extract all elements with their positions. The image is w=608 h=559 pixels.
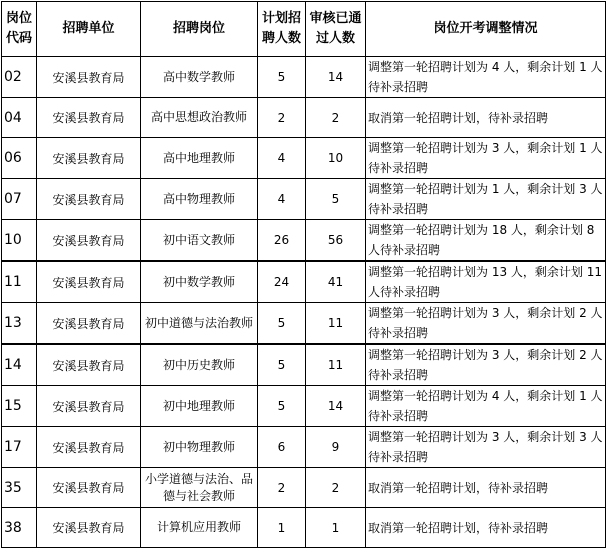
cell-post: 初中物理教师: [141, 427, 258, 468]
cell-post: 高中思想政治教师: [141, 98, 258, 138]
table-header-row: [2, 2, 606, 57]
cell-post: 高中地理教师: [141, 138, 258, 179]
cell-passed: 2: [306, 98, 366, 138]
cell-adjust: 取消第一轮招聘计划，待补录招聘: [366, 468, 606, 508]
cell-code: 35: [2, 468, 37, 508]
cell-unit: 安溪县教育局: [37, 220, 141, 262]
table-row: [2, 179, 606, 220]
cell-unit: 安溪县教育局: [37, 344, 141, 386]
table-row: [2, 427, 606, 468]
cell-unit: 安溪县教育局: [37, 98, 141, 138]
header-adjust: 岗位开考调整情况: [366, 2, 606, 57]
cell-adjust: 调整第一轮招聘计划为 4 人，剩余计划 1 人待补录招聘: [366, 57, 606, 98]
cell-passed: 1: [306, 508, 366, 548]
header-passed: 审核已通过人数: [306, 2, 366, 57]
cell-unit: 安溪县教育局: [37, 138, 141, 179]
cell-plan: 4: [258, 179, 306, 220]
table-row: [2, 57, 606, 98]
cell-unit: 安溪县教育局: [37, 427, 141, 468]
cell-code: 13: [2, 303, 37, 345]
cell-code: 10: [2, 220, 37, 262]
cell-post: 高中物理教师: [141, 179, 258, 220]
cell-post: 初中地理教师: [141, 386, 258, 427]
cell-adjust: 调整第一轮招聘计划为 3 人，剩余计划 1 人待补录招聘: [366, 138, 606, 179]
cell-adjust: 取消第一轮招聘计划，待补录招聘: [366, 508, 606, 548]
cell-passed: 11: [306, 303, 366, 345]
cell-passed: 14: [306, 57, 366, 98]
table-row: [2, 508, 606, 548]
cell-code: 14: [2, 344, 37, 386]
cell-unit: 安溪县教育局: [37, 468, 141, 508]
cell-passed: 11: [306, 344, 366, 386]
cell-plan: 5: [258, 303, 306, 345]
cell-plan: 1: [258, 508, 306, 548]
cell-adjust: 调整第一轮招聘计划为 13 人，剩余计划 11 人待补录招聘: [366, 261, 606, 303]
cell-adjust: 调整第一轮招聘计划为 1 人，剩余计划 3 人待补录招聘: [366, 179, 606, 220]
header-code: 岗位代码: [2, 2, 37, 57]
table-row: [2, 261, 606, 303]
table-row: [2, 344, 606, 386]
cell-plan: 4: [258, 138, 306, 179]
cell-unit: 安溪县教育局: [37, 508, 141, 548]
cell-unit: 安溪县教育局: [37, 261, 141, 303]
cell-post: 初中数学教师: [141, 261, 258, 303]
cell-code: 02: [2, 57, 37, 98]
cell-unit: 安溪县教育局: [37, 57, 141, 98]
cell-post: 计算机应用教师: [141, 508, 258, 548]
cell-plan: 24: [258, 261, 306, 303]
cell-post: 高中数学教师: [141, 57, 258, 98]
cell-plan: 2: [258, 468, 306, 508]
table-row: [2, 220, 606, 262]
recruitment-adjustment-table: [1, 1, 606, 548]
cell-adjust: 取消第一轮招聘计划，待补录招聘: [366, 98, 606, 138]
cell-code: 15: [2, 386, 37, 427]
table-row: [2, 138, 606, 179]
cell-code: 06: [2, 138, 37, 179]
cell-plan: 5: [258, 386, 306, 427]
cell-passed: 14: [306, 386, 366, 427]
cell-adjust: 调整第一轮招聘计划为 3 人，剩余计划 2 人待补录招聘: [366, 344, 606, 386]
cell-passed: 41: [306, 261, 366, 303]
cell-adjust: 调整第一轮招聘计划为 18 人，剩余计划 8 人待补录招聘: [366, 220, 606, 262]
cell-code: 17: [2, 427, 37, 468]
cell-code: 07: [2, 179, 37, 220]
cell-passed: 2: [306, 468, 366, 508]
cell-plan: 6: [258, 427, 306, 468]
cell-passed: 10: [306, 138, 366, 179]
cell-adjust: 调整第一轮招聘计划为 3 人，剩余计划 2 人待补录招聘: [366, 303, 606, 345]
cell-code: 38: [2, 508, 37, 548]
cell-post: 初中语文教师: [141, 220, 258, 262]
cell-adjust: 调整第一轮招聘计划为 3 人，剩余计划 3 人待补录招聘: [366, 427, 606, 468]
cell-post: 初中历史教师: [141, 344, 258, 386]
table-row: [2, 303, 606, 345]
cell-plan: 5: [258, 344, 306, 386]
cell-plan: 5: [258, 57, 306, 98]
header-plan: 计划招聘人数: [258, 2, 306, 57]
cell-passed: 56: [306, 220, 366, 262]
cell-passed: 5: [306, 179, 366, 220]
cell-code: 11: [2, 261, 37, 303]
cell-unit: 安溪县教育局: [37, 386, 141, 427]
cell-plan: 26: [258, 220, 306, 262]
table-row: [2, 468, 606, 508]
cell-plan: 2: [258, 98, 306, 138]
cell-adjust: 调整第一轮招聘计划为 4 人，剩余计划 1 人待补录招聘: [366, 386, 606, 427]
cell-post: 小学道德与法治、品德与社会教师: [141, 468, 258, 508]
header-post: 招聘岗位: [141, 2, 258, 57]
cell-post: 初中道德与法治教师: [141, 303, 258, 345]
header-unit: 招聘单位: [37, 2, 141, 57]
cell-passed: 9: [306, 427, 366, 468]
table-row: [2, 98, 606, 138]
cell-code: 04: [2, 98, 37, 138]
cell-unit: 安溪县教育局: [37, 179, 141, 220]
table-row: [2, 386, 606, 427]
cell-unit: 安溪县教育局: [37, 303, 141, 345]
